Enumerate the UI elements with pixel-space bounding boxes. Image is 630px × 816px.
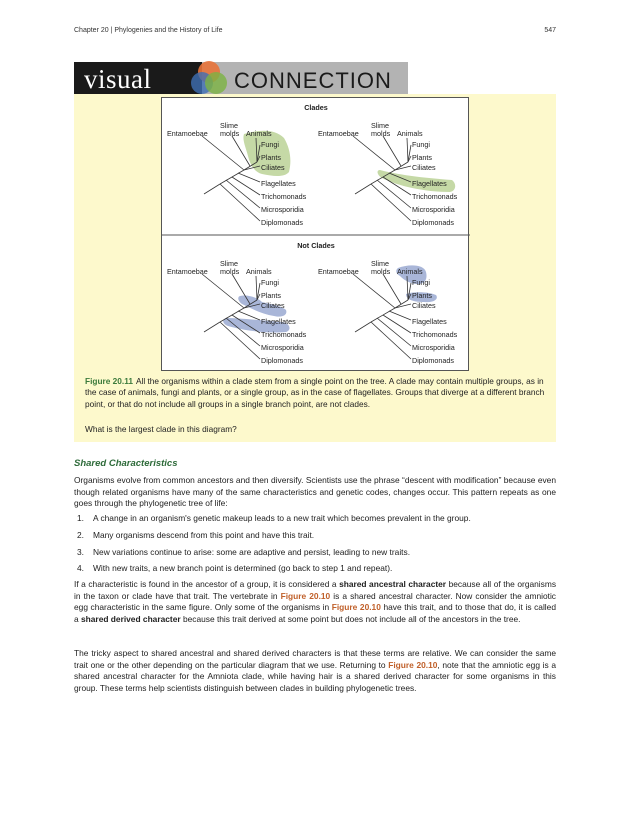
step-text: New variations continue to arise: some are adaptive and persist, leading to new traits. (93, 546, 411, 557)
label-molds: molds (371, 267, 391, 276)
label-fungi: Fungi (261, 140, 279, 149)
label-plants: Plants (261, 153, 281, 162)
label-ciliates: Ciliates (412, 163, 436, 172)
figure-label: Figure 20.11 (85, 376, 133, 386)
label-microsporidia: Microsporidia (261, 205, 304, 214)
label-fungi: Fungi (412, 140, 430, 149)
list-item: 1. A change in an organism's genetic makeup leads to a new trait which becomes prevalent in the group. (77, 513, 471, 523)
visual-connection-question: What is the largest clade in this diagram? (85, 424, 237, 434)
list-item: 3. New variations continue to arise: some are adaptive and persist, leading to new traits. (77, 546, 411, 557)
label-diplomonads: Diplomonads (412, 218, 454, 227)
label-trichomonads: Trichomonads (261, 192, 307, 201)
label-slime: Slime (220, 259, 238, 268)
not-clades-title: Not Clades (297, 241, 335, 250)
visual-connection-banner (74, 62, 408, 94)
clade-diagram (161, 97, 469, 371)
paragraph-intro-text: Organisms evolve from common ancestors and then diversify. Scientists use the phrase “descent with modification” because even though related organisms have many of the same characteristics and genetic codes, changes occur. This pattern repeats as one goes through the phylogenetic tree of life: (74, 475, 556, 509)
list-item: 2. Many organisms descend from this point and have this trait. (77, 529, 315, 540)
label-entamoebae: Entamoebae (318, 267, 359, 276)
label-animals: Animals (246, 129, 272, 138)
label-trichomonads: Trichomonads (412, 192, 458, 201)
label-ciliates: Ciliates (261, 301, 285, 310)
label-microsporidia: Microsporidia (261, 343, 304, 352)
label-molds: molds (220, 129, 240, 138)
term-shared-derived-character: shared derived character (81, 613, 181, 624)
label-microsporidia: Microsporidia (412, 205, 455, 214)
label-flagellates: Flagellates (412, 179, 447, 188)
clades-title: Clades (304, 103, 328, 112)
running-header (74, 27, 556, 34)
term-shared-ancestral-character: shared ancestral character (339, 579, 447, 589)
label-animals: Animals (397, 129, 423, 138)
figure-caption (85, 376, 550, 410)
label-molds: molds (371, 129, 391, 138)
chapter-title: Chapter 20 | Phylogenies and the History of Life (74, 27, 223, 34)
paragraph-shared-characters: If a characteristic is found in the ancestor of a group, it is considered a shared ancestral character because all of the organisms in the taxon or clade have that trait. The vertebrate in Figure 20.10 is a shared ancestral character. Now consider the amniotic egg characteristic in the same figure. Only some of the organisms in Figure 20.10 have this trait, and to those that do, it is called a shared derived character because this trait derived at some point but does not include all of the ancestors in the tree. (74, 579, 557, 624)
section-heading: Shared Characteristics (74, 458, 178, 469)
label-plants: Plants (412, 153, 432, 162)
label-fungi: Fungi (412, 278, 430, 287)
label-slime: Slime (371, 121, 389, 130)
label-trichomonads: Trichomonads (412, 330, 458, 339)
label-entamoebae: Entamoebae (318, 129, 359, 138)
figure-link[interactable]: Figure 20.10 (280, 590, 331, 601)
banner-word-connection: CONNECTION (234, 68, 392, 93)
banner-word-visual: visual (84, 64, 152, 94)
label-fungi: Fungi (261, 278, 279, 287)
label-entamoebae: Entamoebae (167, 267, 208, 276)
step-text: Many organisms descend from this point and have this trait. (93, 529, 315, 540)
venn-logo-icon (190, 59, 228, 97)
paragraph-tricky-aspect: The tricky aspect to shared ancestral and shared derived characters is that these terms are relative. We can consider the same trait one or the other depending on the particular diagram that we use. Returning to Figure 20.10, note that the amniotic egg is a shared ancestral character for the Amniota clade, while having hair is a shared derived character for some organisms in this group. These terms help scientists distinguish between clades in building phylogenetic trees. (74, 648, 556, 693)
label-ciliates: Ciliates (261, 163, 285, 172)
figure-caption-text: All the organisms within a clade stem from a single point on the tree. A clade may contain multiple groups, as in the case of animals, fungi and plants, or a single group, as in the case of flagellates. Groups that diverge at a different branch point, or that do not include all groups in a single branch point, are not clades. (85, 376, 545, 409)
label-trichomonads: Trichomonads (261, 330, 307, 339)
label-molds: molds (220, 267, 240, 276)
label-diplomonads: Diplomonads (412, 356, 454, 365)
label-flagellates: Flagellates (261, 179, 296, 188)
step-text: With new traits, a new branch point is determined (go back to step 1 and repeat). (93, 563, 393, 574)
label-animals: Animals (246, 267, 272, 276)
step-text: A change in an organism's genetic makeup leads to a new trait which becomes prevalent in the group. (93, 513, 471, 523)
label-ciliates: Ciliates (412, 301, 436, 310)
label-plants: Plants (412, 291, 432, 300)
label-plants: Plants (261, 291, 281, 300)
label-flagellates: Flagellates (412, 317, 447, 326)
paragraph-intro (74, 475, 556, 510)
label-diplomonads: Diplomonads (261, 356, 303, 365)
label-entamoebae: Entamoebae (167, 129, 208, 138)
figure-link[interactable]: Figure 20.10 (388, 659, 438, 670)
page-number: 547 (544, 27, 556, 34)
steps-list (74, 513, 556, 580)
figure-link[interactable]: Figure 20.10 (331, 602, 381, 613)
list-item: 4. With new traits, a new branch point is determined (go back to step 1 and repeat). (77, 563, 393, 574)
label-microsporidia: Microsporidia (412, 343, 455, 352)
label-slime: Slime (220, 121, 238, 130)
label-flagellates: Flagellates (261, 317, 296, 326)
label-diplomonads: Diplomonads (261, 218, 303, 227)
label-animals: Animals (397, 267, 423, 276)
label-slime: Slime (371, 259, 389, 268)
